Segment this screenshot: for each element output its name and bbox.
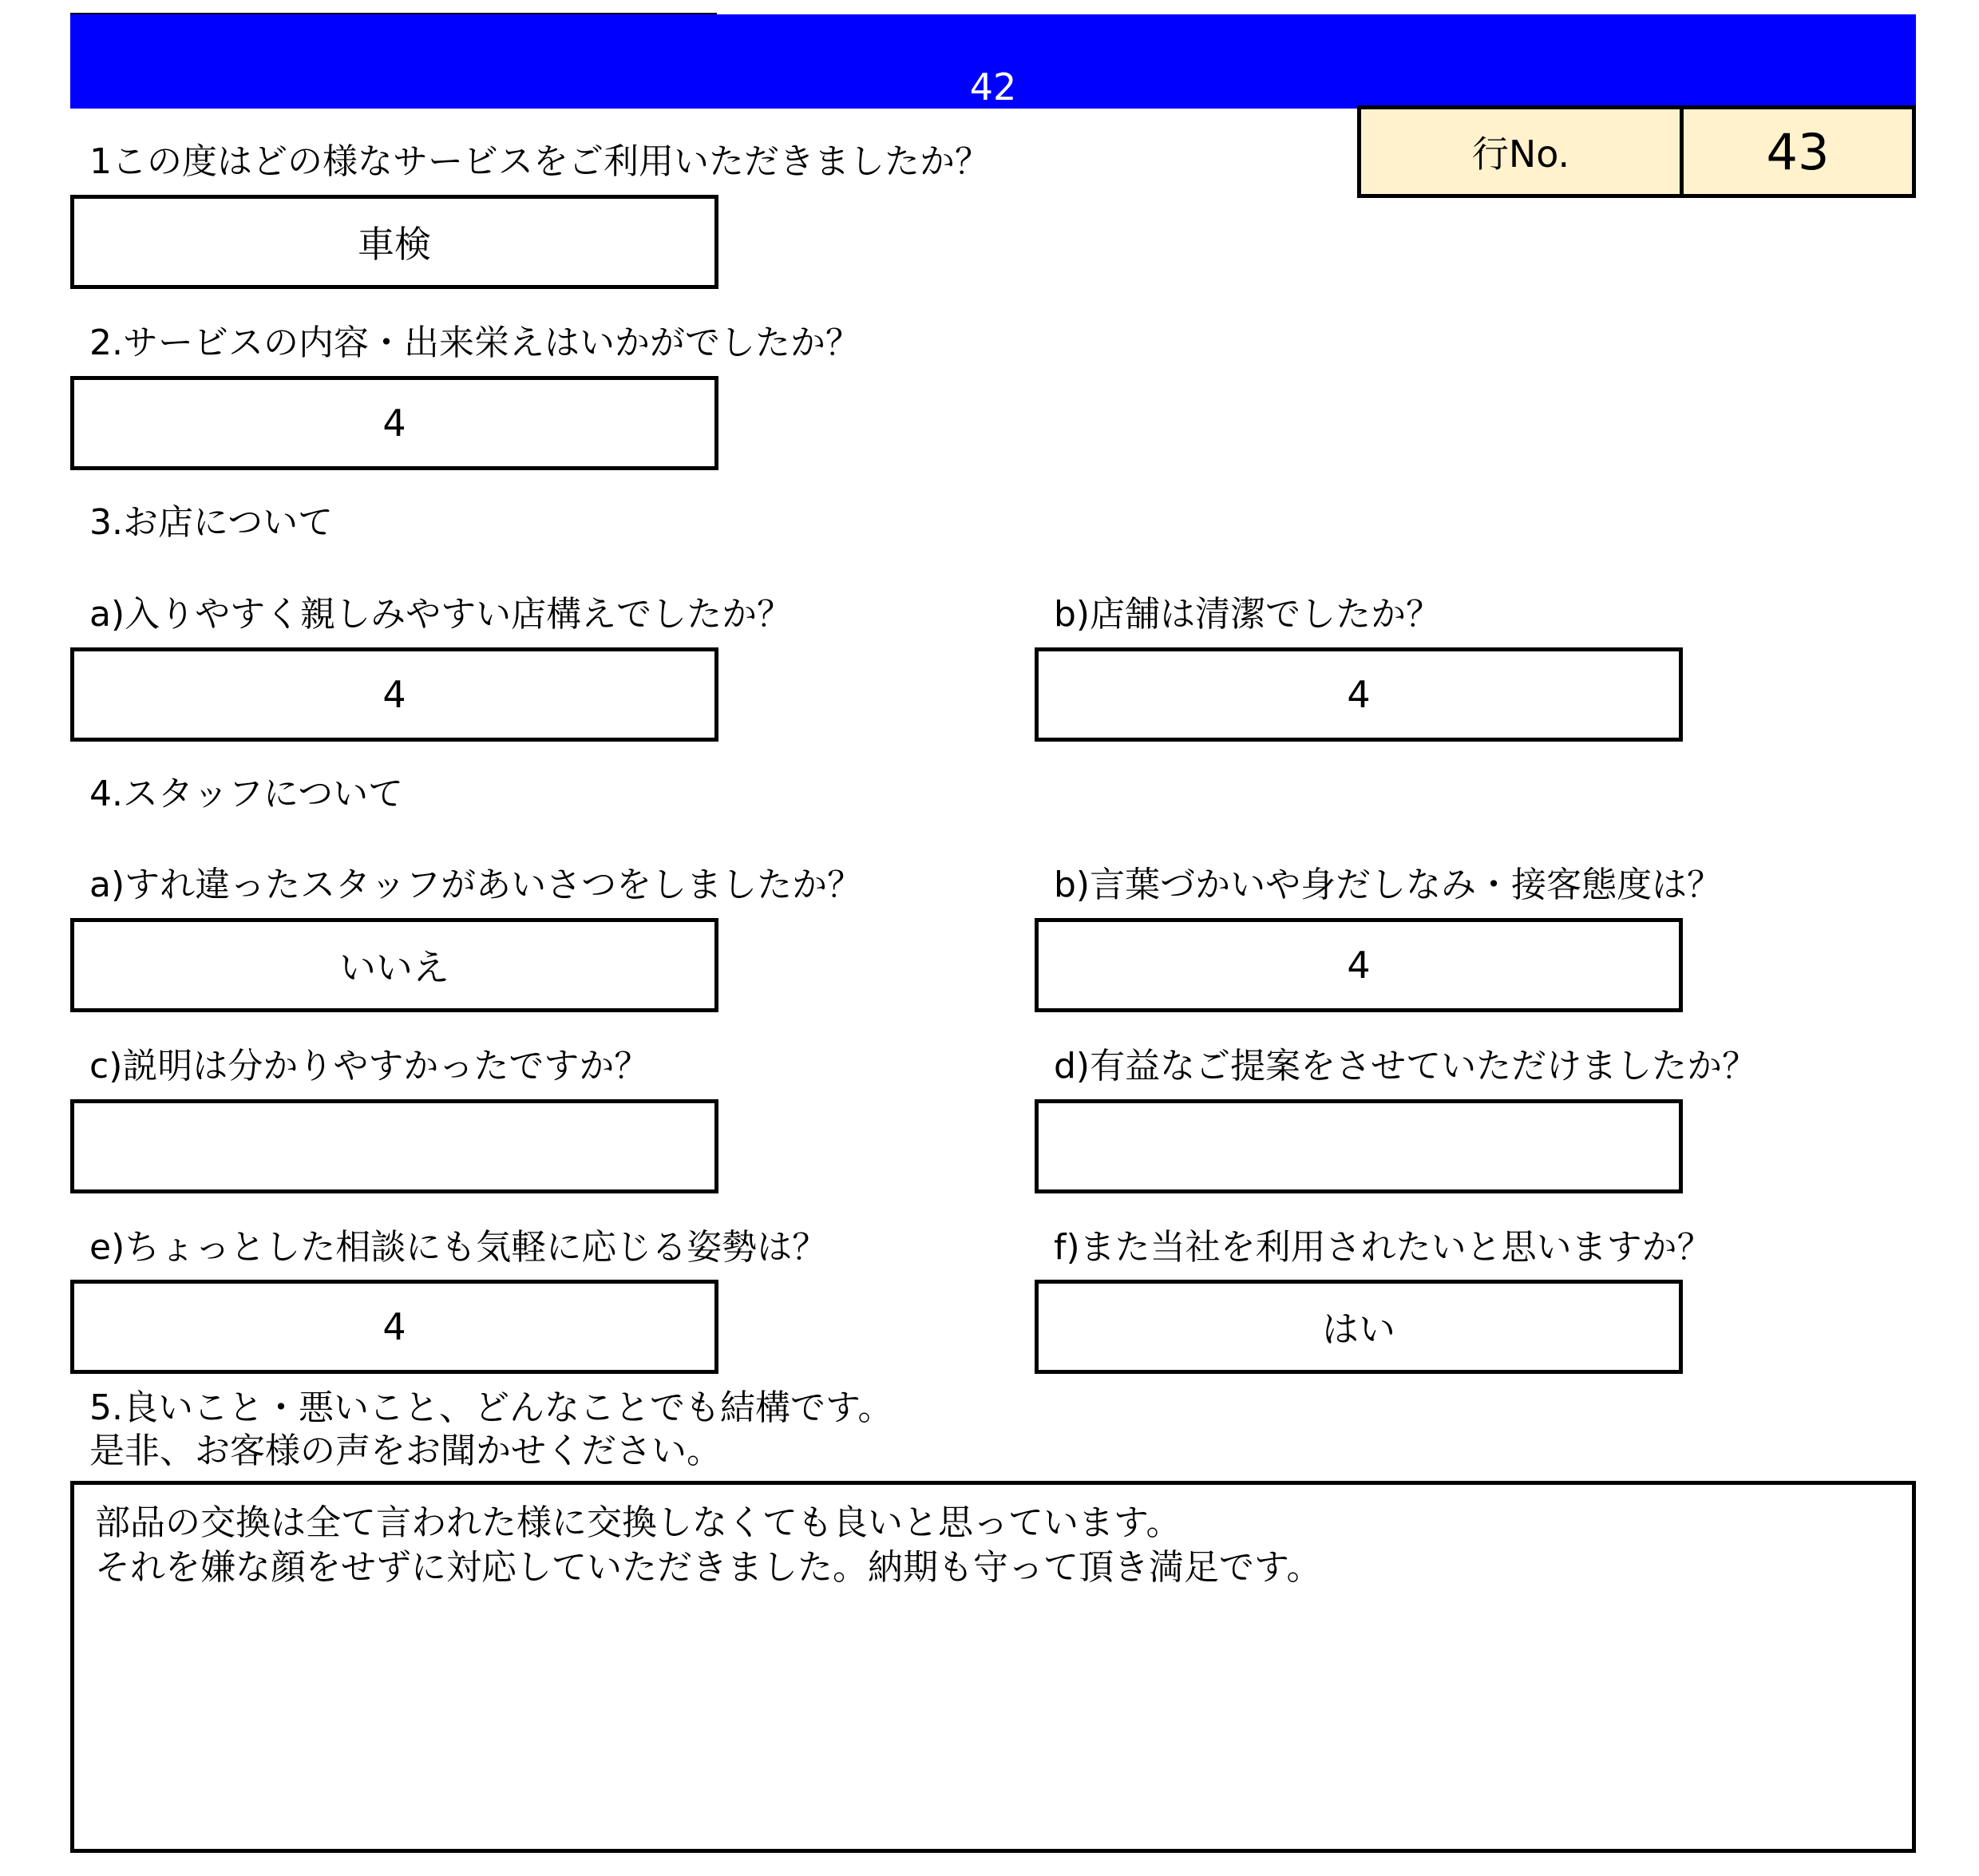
row-number-label: 行No. bbox=[1357, 105, 1684, 198]
header-number: 42 bbox=[969, 65, 1017, 109]
q4b-label: b)言葉づかいや身だしなみ・接客態度は？ bbox=[1054, 865, 1723, 905]
q4c-answer[interactable] bbox=[70, 1099, 718, 1193]
q4a-answer[interactable]: いいえ bbox=[70, 918, 718, 1012]
q4e-answer[interactable]: 4 bbox=[70, 1280, 718, 1374]
q4f-label: f)また当社を利用されたいと思いますか？ bbox=[1054, 1227, 1712, 1268]
row-number-value: 43 bbox=[1680, 105, 1916, 198]
q4b-answer[interactable]: 4 bbox=[1035, 918, 1683, 1012]
q3b-label: b)店舗は清潔でしたか？ bbox=[1054, 594, 1442, 635]
q3a-answer[interactable]: 4 bbox=[70, 647, 718, 742]
q5-label: 5.良いこと・悪いこと、どんなことでも結構です。 是非、お客様の声をお聞かせください。 bbox=[89, 1387, 893, 1471]
q2-label: 2.サービスの内容・出来栄えはいかがでしたか？ bbox=[89, 323, 861, 363]
q1-label: 1この度はどの様なサービスをご利用いただきましたか？ bbox=[89, 141, 990, 182]
q3a-label: a)入りやすく親しみやすい店構えでしたか？ bbox=[89, 594, 793, 635]
q3b-answer[interactable]: 4 bbox=[1035, 647, 1683, 742]
q4e-label: e)ちょっとした相談にも気軽に応じる姿勢は？ bbox=[89, 1227, 828, 1268]
q4a-label: a)すれ違ったスタッフがあいさつをしましたか？ bbox=[89, 865, 863, 905]
q2-answer[interactable]: 4 bbox=[70, 376, 718, 470]
q3-heading: 3.お店について bbox=[89, 502, 334, 543]
header-banner bbox=[70, 14, 1916, 109]
q4d-answer[interactable] bbox=[1035, 1099, 1683, 1193]
q4-heading: 4.スタッフについて bbox=[89, 774, 404, 814]
q4c-label: c)説明は分かりやすかったですか？ bbox=[89, 1046, 650, 1086]
q1-answer[interactable]: 車検 bbox=[70, 195, 718, 289]
q4f-answer[interactable]: はい bbox=[1035, 1280, 1683, 1374]
q4d-label: d)有益なご提案をさせていただけましたか？ bbox=[1054, 1046, 1758, 1086]
comment-textarea[interactable]: 部品の交換は全て言われた様に交換しなくても良いと思っています。 それを嫌な顔をせずに対応していただきました。納期も守って頂き満足です。 bbox=[70, 1481, 1916, 1853]
